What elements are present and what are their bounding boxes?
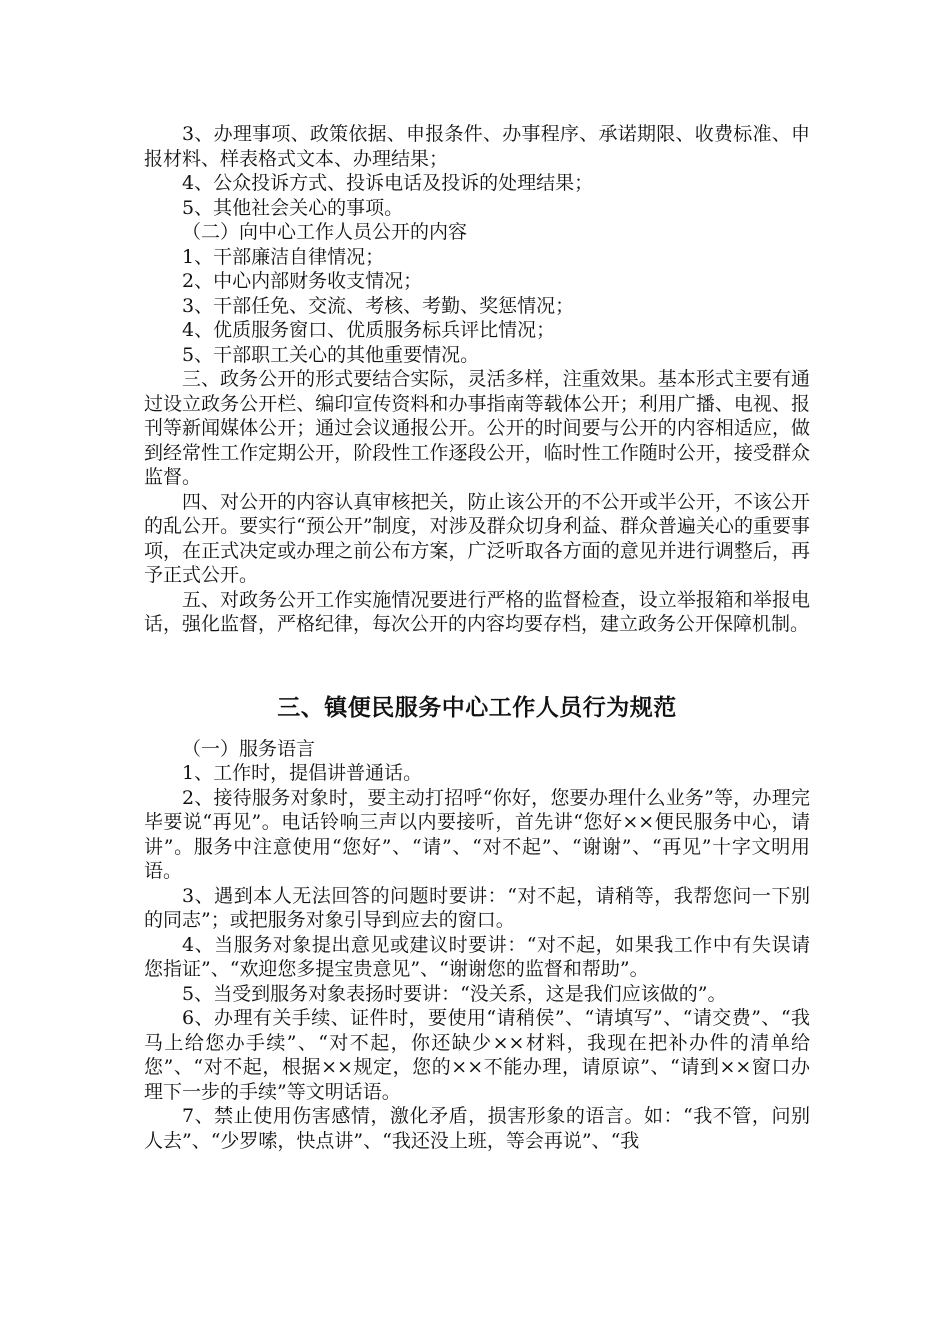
paragraph-staff-item-3: 3、干部任免、交流、考核、考勤、奖惩情况； xyxy=(182,294,575,317)
paragraph-rule-1: 1、工作时，提倡讲普通话。 xyxy=(182,762,423,784)
section3-body xyxy=(144,737,810,1154)
part1-body xyxy=(144,122,810,637)
paragraph-rule-2: 2、接待服务对象时，要主动打招呼“你好，您要办理什么业务”等，办理完毕要说“再见”。电话铃响三声以内要接听，首先讲“您好××便民服务中心，请讲”。服务中注意使用“您好”、“请”、“对不起”、“谢谢”、“再见”十字文明用语。 xyxy=(144,786,810,882)
paragraph-review-control: 四、对公开的内容认真审核把关，防止该公开的不公开或半公开，不该公开的乱公开。要实行“预公开”制度，对涉及群众切身利益、群众普遍关心的重要事项，在正式决定或办理之前公布方案，广泛听取各方面的意见并进行调整后，再予正式公开。 xyxy=(144,490,810,586)
subheading-service-language: （一）服务语言 xyxy=(182,737,316,760)
paragraph-rule-6: 6、办理有关手续、证件时，要使用“请稍侯”、“请填写”、“请交费”、“我马上给您办手续”、“对不起，你还缺少××材料，我现在把补办件的清单给您”、“对不起，根据××规定，您的××不能办理，请原谅”、“请到××窗口办理下一步的手续”等文明话语。 xyxy=(144,1007,810,1103)
paragraph-rule-7: 7、禁止使用伤害感情，激化矛盾，损害形象的语言。如：“我不管，问别人去”、“少罗嗦，快点讲”、“我还没上班，等会再说”、“我 xyxy=(144,1105,810,1152)
section-spacer xyxy=(144,637,810,693)
paragraph-staff-item-5: 5、干部职工关心的其他重要情况。 xyxy=(182,343,480,366)
paragraph-staff-item-4: 4、优质服务窗口、优质服务标兵评比情况； xyxy=(182,319,556,341)
paragraph-rule-3: 3、遇到本人无法回答的问题时要讲：“对不起，请稍等，我帮您问一下别的同志”；或把服务对象引导到应去的窗口。 xyxy=(144,884,810,931)
paragraph-item-4: 4、公众投诉方式、投诉电话及投诉的处理结果； xyxy=(182,172,594,194)
paragraph-item-5: 5、其他社会关心的事项。 xyxy=(182,196,404,219)
paragraph-item-3: 3、办理事项、政策依据、申报条件、办事程序、承诺期限、收费标准、申报材料、样表格式文本、办理结果； xyxy=(144,123,810,170)
paragraph-disclosure-forms: 三、政务公开的形式要结合实际，灵活多样，注重效果。基本形式主要有通过设立政务公开栏、编印宣传资料和办事指南等载体公开；利用广播、电视、报刊等新闻媒体公开；通过会议通报公开。公开的时间要与公开的内容相适应，做到经常性工作定期公开，阶段性工作逐段公开，临时性工作随时公开，接受群众监督。 xyxy=(144,368,810,488)
paragraph-rule-5: 5、当受到服务对象表扬时要讲：“没关系，这是我们应该做的”。 xyxy=(182,982,727,1005)
subheading-staff-disclosure: （二）向中心工作人员公开的内容 xyxy=(182,221,468,243)
paragraph-staff-item-2: 2、中心内部财务收支情况； xyxy=(182,270,423,292)
paragraph-staff-item-1: 1、干部廉洁自律情况； xyxy=(182,245,385,268)
paragraph-supervision: 五、对政务公开工作实施情况要进行严格的监督检查，设立举报箱和举报电话，强化监督，严格纪律，每次公开的内容均要存档，建立政务公开保障机制。 xyxy=(144,588,810,635)
paragraph-rule-4: 4、当服务对象提出意见或建议时要讲：“对不起，如果我工作中有失误请您指证”、“欢迎您多提宝贵意见”、“谢谢您的监督和帮助”。 xyxy=(144,933,810,980)
section-title: 三、镇便民服务中心工作人员行为规范 xyxy=(277,694,677,721)
document-page xyxy=(144,122,810,1153)
